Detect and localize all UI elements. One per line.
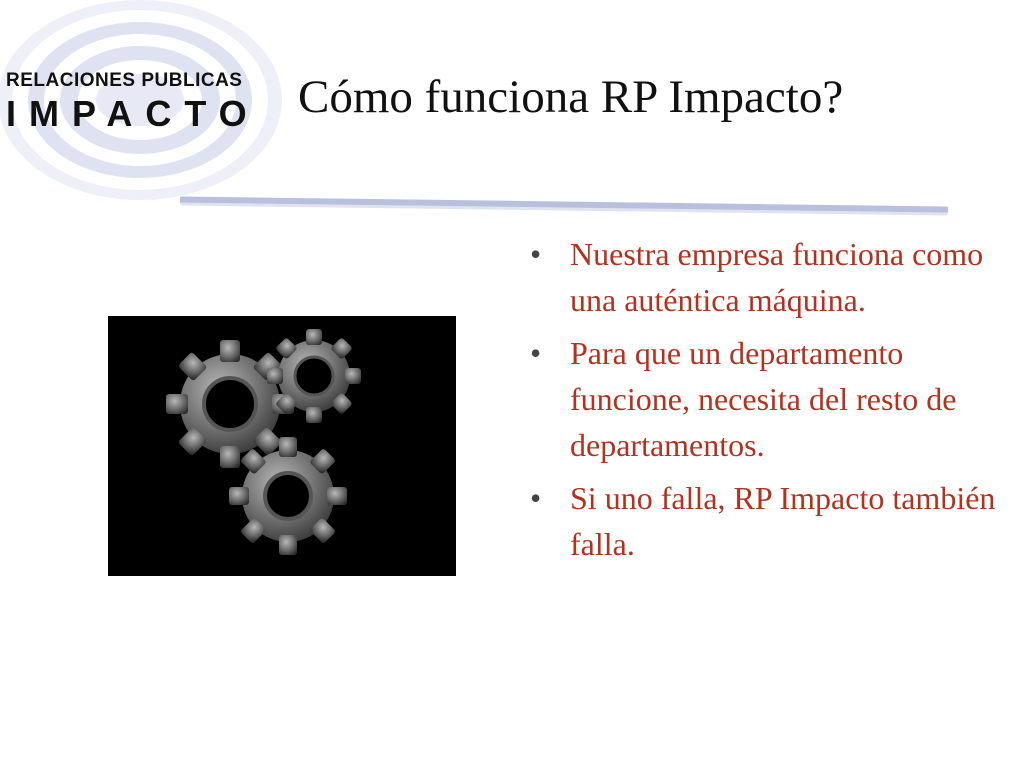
- bullet-text: Si uno falla, RP Impacto también falla.: [570, 480, 996, 562]
- bullet-item: [528, 475, 998, 567]
- gear-large: [166, 340, 294, 468]
- bullet-text: Nuestra empresa funciona como una auténtica máquina.: [570, 236, 984, 318]
- slide-title: Cómo funciona RP Impacto?: [298, 71, 844, 123]
- logo-line2: IMPACTO: [6, 93, 260, 134]
- logo-line1: RELACIONES PUBLICAS: [6, 70, 243, 91]
- gear-bottom: [229, 437, 347, 555]
- bullet-marker: •: [530, 480, 542, 516]
- bullet-marker: •: [530, 236, 542, 272]
- logo-rings: [0, 0, 290, 210]
- gears-image: [108, 316, 456, 576]
- bullet-text: Para que un departamento funcione, necesita del resto de departamentos.: [570, 335, 957, 463]
- bullet-list: [528, 231, 998, 574]
- title-underline: [180, 196, 948, 218]
- company-logo: [0, 0, 290, 210]
- gears-icon: [108, 316, 456, 576]
- bullet-item: [528, 231, 998, 323]
- bullet-marker: •: [530, 335, 542, 371]
- bullet-item: [528, 330, 998, 468]
- gear-small: [267, 329, 361, 423]
